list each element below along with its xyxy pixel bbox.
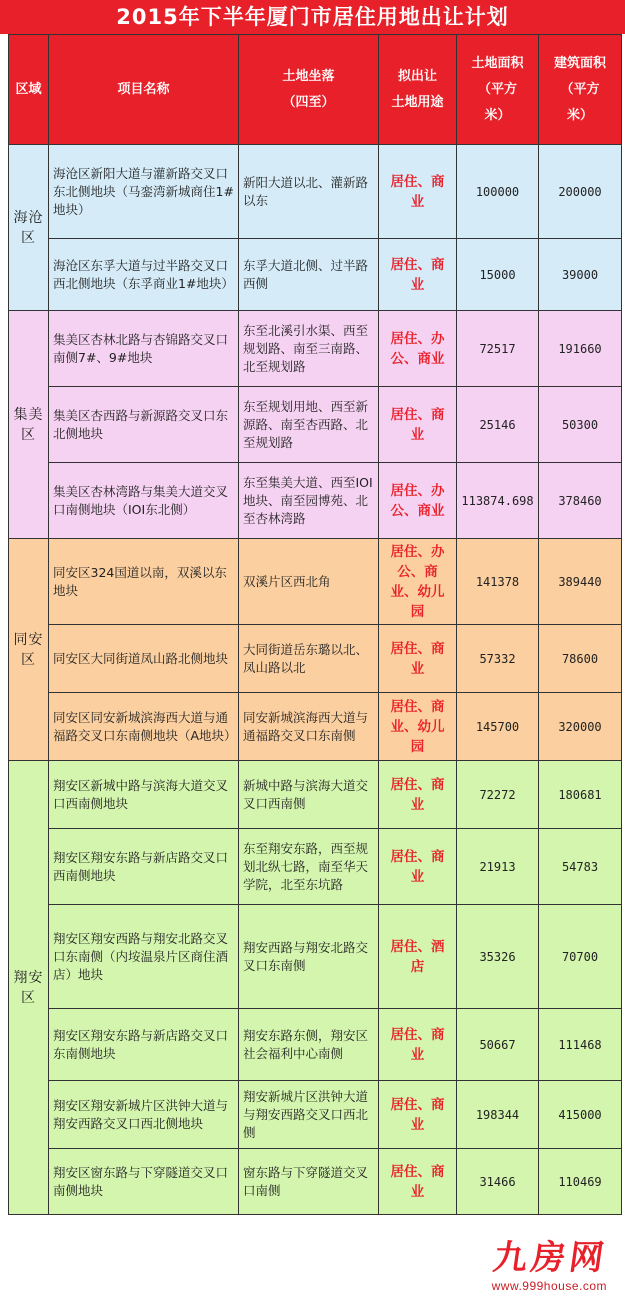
project-cell: 翔安区翔安东路与新店路交叉口西南侧地块 (49, 829, 239, 905)
logo-url: www.999house.com (491, 1279, 607, 1293)
project-cell: 翔安区翔安东路与新店路交叉口东南侧地块 (49, 1009, 239, 1081)
usage-cell: 居住、商 业、幼儿 园 (379, 693, 457, 761)
project-cell: 翔安区翔安新城片区洪钟大道与翔安西路交叉口西北侧地块 (49, 1081, 239, 1149)
table-row (9, 145, 622, 239)
location-cell: 新城中路与滨海大道交叉口西南侧 (239, 761, 379, 829)
table-row (9, 829, 622, 905)
land-area-cell: 25146 (457, 387, 539, 463)
project-cell: 翔安区翔安西路与翔安北路交叉口东南侧（内垵温泉片区商住酒店）地块 (49, 905, 239, 1009)
land-area-cell: 198344 (457, 1081, 539, 1149)
land-area-cell: 31466 (457, 1149, 539, 1215)
project-cell: 同安区324国道以南，双溪以东地块 (49, 539, 239, 625)
location-cell: 翔安新城片区洪钟大道与翔安西路交叉口西北侧 (239, 1081, 379, 1149)
land-area-cell: 145700 (457, 693, 539, 761)
land-area-cell: 100000 (457, 145, 539, 239)
usage-cell: 居住、商 业 (379, 1081, 457, 1149)
usage-cell: 居住、商 业 (379, 625, 457, 693)
location-cell: 翔安东路东侧，翔安区社会福利中心南侧 (239, 1009, 379, 1081)
location-cell: 东至北溪引水渠、西至规划路、南至三南路、北至规划路 (239, 311, 379, 387)
usage-cell: 居住、办 公、商业 (379, 311, 457, 387)
building-area-cell: 70700 (539, 905, 622, 1009)
location-cell: 翔安西路与翔安北路交叉口东南侧 (239, 905, 379, 1009)
header-location: 土地坐落 （四至） (239, 35, 379, 145)
usage-cell: 居住、酒 店 (379, 905, 457, 1009)
building-area-cell: 320000 (539, 693, 622, 761)
project-cell: 海沧区新阳大道与灌新路交叉口东北侧地块（马銮湾新城商住1#地块） (49, 145, 239, 239)
table-row (9, 239, 622, 311)
location-cell: 窗东路与下穿隧道交叉口南侧 (239, 1149, 379, 1215)
region-cell: 同安 区 (9, 539, 49, 761)
location-cell: 东至规划用地、西至新源路、南至杏西路、北至规划路 (239, 387, 379, 463)
page-title: 2015年下半年厦门市居住用地出让计划 (0, 0, 625, 34)
header-usage: 拟出让 土地用途 (379, 35, 457, 145)
project-cell: 同安区大同街道凤山路北侧地块 (49, 625, 239, 693)
usage-cell: 居住、商 业 (379, 1009, 457, 1081)
usage-cell: 居住、办 公、商业 (379, 463, 457, 539)
header-project: 项目名称 (49, 35, 239, 145)
usage-cell: 居住、商 业 (379, 239, 457, 311)
site-logo[interactable] (490, 1238, 610, 1294)
project-cell: 翔安区窗东路与下穿隧道交叉口南侧地块 (49, 1149, 239, 1215)
location-cell: 新阳大道以北、灌新路以东 (239, 145, 379, 239)
project-cell: 集美区杏林北路与杏锦路交叉口南侧7#、9#地块 (49, 311, 239, 387)
land-area-cell: 50667 (457, 1009, 539, 1081)
land-area-cell: 15000 (457, 239, 539, 311)
table-row (9, 1149, 622, 1215)
header-row (9, 35, 622, 145)
location-cell: 大同街道岳东璐以北、凤山路以北 (239, 625, 379, 693)
building-area-cell: 111468 (539, 1009, 622, 1081)
project-cell: 集美区杏林湾路与集美大道交叉口南侧地块（IOI东北侧） (49, 463, 239, 539)
building-area-cell: 415000 (539, 1081, 622, 1149)
location-cell: 东至集美大道、西至IOI地块、南至园博苑、北至杏林湾路 (239, 463, 379, 539)
building-area-cell: 180681 (539, 761, 622, 829)
usage-cell: 居住、商 业 (379, 145, 457, 239)
header-region: 区域 (9, 35, 49, 145)
building-area-cell: 191660 (539, 311, 622, 387)
land-area-cell: 141378 (457, 539, 539, 625)
table-row (9, 1009, 622, 1081)
table-row (9, 463, 622, 539)
table-row (9, 387, 622, 463)
region-cell: 集美 区 (9, 311, 49, 539)
table-row (9, 1081, 622, 1149)
land-area-cell: 21913 (457, 829, 539, 905)
location-cell: 双溪片区西北角 (239, 539, 379, 625)
land-plan-table (8, 34, 622, 1215)
project-cell: 集美区杏西路与新源路交叉口东北侧地块 (49, 387, 239, 463)
location-cell: 东至翔安东路，西至规划北纵七路，南至华天学院，北至东坑路 (239, 829, 379, 905)
table-row (9, 539, 622, 625)
land-area-cell: 113874.698 (457, 463, 539, 539)
header-land-area: 土地面积 （平方 米） (457, 35, 539, 145)
usage-cell: 居住、商 业 (379, 761, 457, 829)
project-cell: 翔安区新城中路与滨海大道交叉口西南侧地块 (49, 761, 239, 829)
table-row (9, 761, 622, 829)
location-cell: 同安新城滨海西大道与通福路交叉口东南侧 (239, 693, 379, 761)
usage-cell: 居住、商 业 (379, 829, 457, 905)
region-cell: 翔安 区 (9, 761, 49, 1215)
usage-cell: 居住、办 公、商 业、幼儿 园 (379, 539, 457, 625)
building-area-cell: 389440 (539, 539, 622, 625)
header-building-area: 建筑面积 （平方 米） (539, 35, 622, 145)
table-row (9, 905, 622, 1009)
building-area-cell: 78600 (539, 625, 622, 693)
location-cell: 东孚大道北侧、过半路西侧 (239, 239, 379, 311)
land-area-cell: 72272 (457, 761, 539, 829)
usage-cell: 居住、商 业 (379, 1149, 457, 1215)
table-body (9, 145, 622, 1215)
land-area-cell: 72517 (457, 311, 539, 387)
table-row (9, 311, 622, 387)
table-row (9, 693, 622, 761)
logo-text: 九房网 (490, 1238, 610, 1278)
land-area-cell: 35326 (457, 905, 539, 1009)
building-area-cell: 200000 (539, 145, 622, 239)
project-cell: 同安区同安新城滨海西大道与通福路交叉口东南侧地块（A地块） (49, 693, 239, 761)
building-area-cell: 50300 (539, 387, 622, 463)
table-row (9, 625, 622, 693)
land-area-cell: 57332 (457, 625, 539, 693)
building-area-cell: 39000 (539, 239, 622, 311)
usage-cell: 居住、商 业 (379, 387, 457, 463)
building-area-cell: 378460 (539, 463, 622, 539)
building-area-cell: 110469 (539, 1149, 622, 1215)
region-cell: 海沧 区 (9, 145, 49, 311)
project-cell: 海沧区东孚大道与过半路交叉口西北侧地块（东孚商业1#地块） (49, 239, 239, 311)
building-area-cell: 54783 (539, 829, 622, 905)
